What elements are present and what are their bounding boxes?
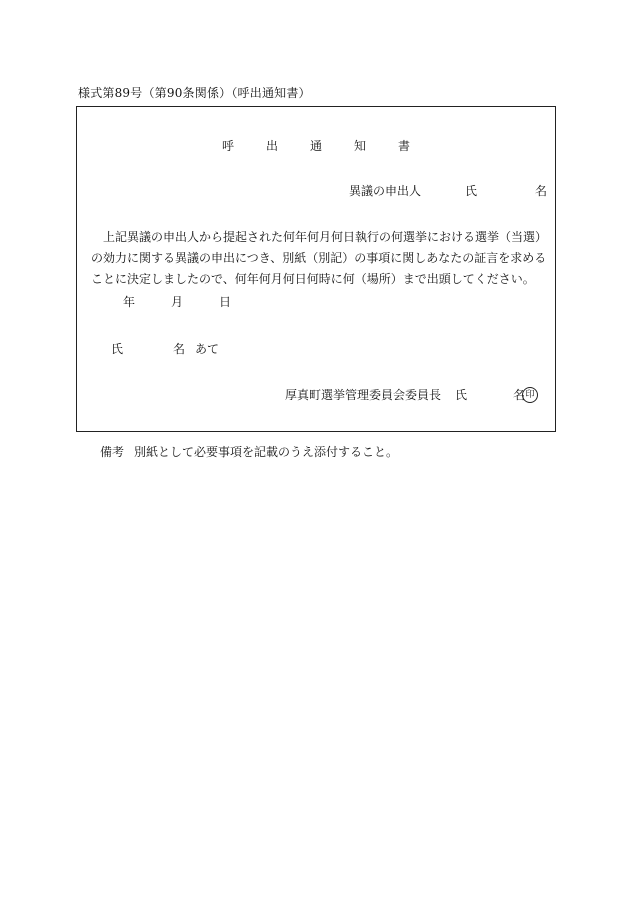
date-year: 年 xyxy=(123,295,136,309)
remark-text: 別紙として必要事項を記載のうえ添付すること。 xyxy=(134,445,399,459)
addressee-line xyxy=(111,340,219,357)
title-char: 呼 xyxy=(221,139,234,153)
title-char: 通 xyxy=(309,139,322,153)
recipient-name-last: 名 xyxy=(535,184,548,198)
addressee-suffix: あて xyxy=(195,342,220,356)
recipient-label: 異議の申出人 xyxy=(349,184,422,198)
chair-line xyxy=(285,386,538,404)
seal-mark: 印 xyxy=(522,387,538,403)
date-line xyxy=(123,293,231,310)
document-title xyxy=(77,137,555,154)
title-char: 知 xyxy=(353,139,366,153)
remark-line xyxy=(100,443,398,460)
chair-name-last: 名 xyxy=(513,388,526,402)
recipient-line xyxy=(349,182,547,199)
recipient-name-first: 氏 xyxy=(465,184,478,198)
form-number-header: 様式第89号（第90条関係）（呼出通知書） xyxy=(78,86,311,100)
remark-label: 備考 xyxy=(100,445,125,459)
chair-title: 厚真町選挙管理委員会委員長 xyxy=(285,388,442,402)
addressee-name-first: 氏 xyxy=(111,342,124,356)
date-month: 月 xyxy=(171,295,184,309)
notice-body: 上記異議の申出人から提起された何年何月何日執行の何選挙における選挙（当選）の効力に関する異議の申出につき、別紙（別記）の事項に関しあなたの証言を求めることに決定しましたので、何年何月何日何時に何（場所）まで出頭してください。 xyxy=(91,230,548,286)
addressee-name-last: 名 xyxy=(173,342,186,356)
title-char: 書 xyxy=(397,139,410,153)
title-char: 出 xyxy=(265,139,278,153)
notice-form-box xyxy=(76,106,556,432)
date-day: 日 xyxy=(219,295,232,309)
chair-name-first: 氏 xyxy=(455,388,468,402)
